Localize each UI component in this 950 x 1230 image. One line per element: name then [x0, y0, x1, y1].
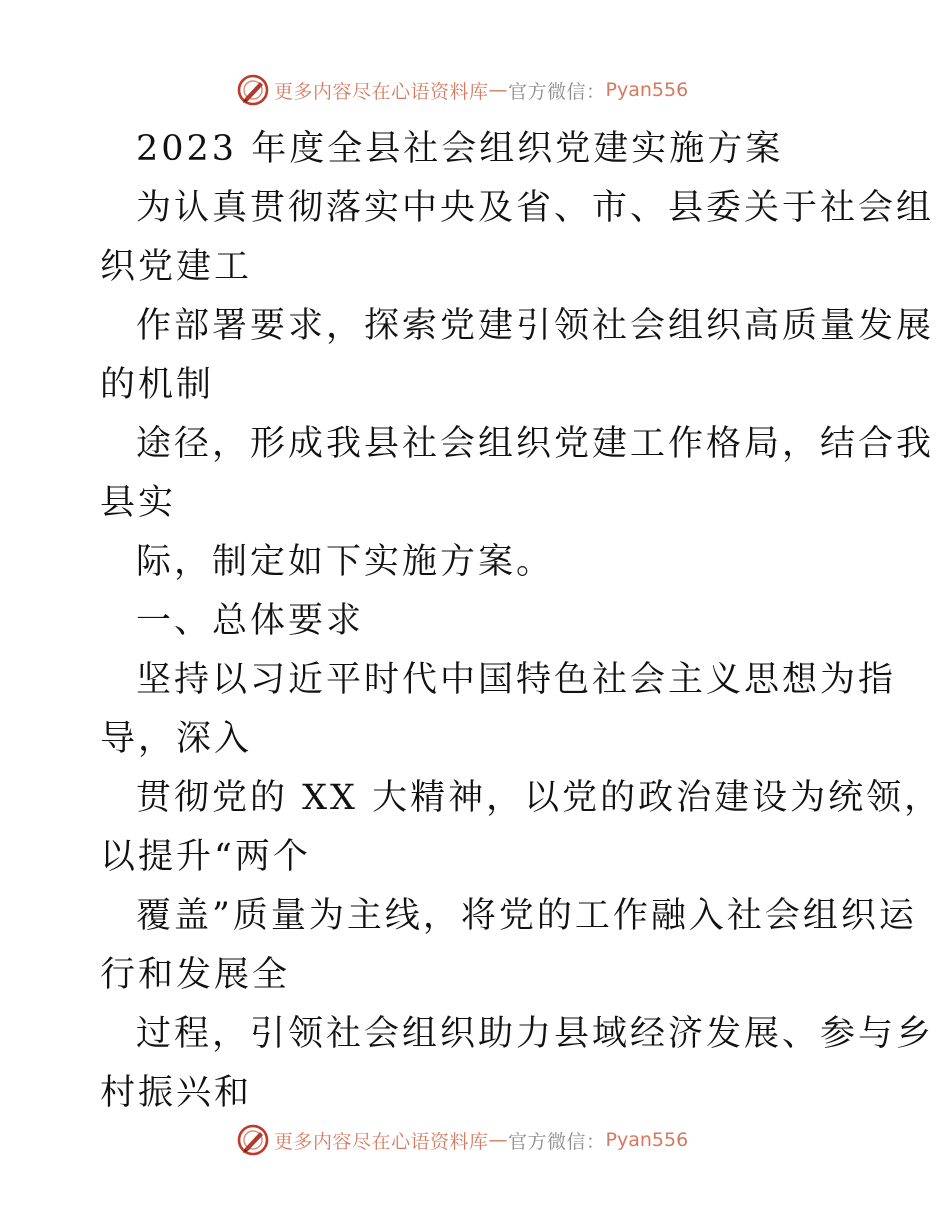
text-line: 行和发展全 — [100, 955, 291, 995]
footer-watermark — [236, 1122, 688, 1158]
header-watermark — [236, 72, 688, 108]
text-line: 途径，形成我县社会组织党建工作格局，结合我 — [136, 424, 935, 464]
document-title: 2023 年度全县社会组织党建实施方案 — [136, 129, 784, 169]
watermark-separator: ： — [586, 1130, 606, 1153]
text-line: 坚持以习近平时代中国特色社会主义思想为指 — [136, 660, 897, 700]
watermark-dash: — — [488, 79, 509, 101]
text-line: 以提升“两个 — [100, 837, 311, 877]
pen-in-circle-logo-icon — [236, 73, 270, 107]
document-body — [100, 120, 943, 1123]
text-line: 导，深入 — [100, 719, 253, 759]
text-line: 覆盖”质量为主线，将党的工作融入社会组织运 — [136, 896, 917, 936]
text-line: 作部署要求，探索党建引领社会组织高质量发展 — [136, 306, 935, 346]
watermark-source-text: 官方微信 — [508, 1130, 587, 1153]
watermark-lead-text: 更多内容尽在心语资料库 — [274, 1130, 489, 1153]
section-heading: 一、总体要求 — [136, 601, 365, 641]
watermark-source-text: 官方微信 — [508, 80, 587, 103]
text-line: 为认真贯彻落实中央及省、市、县委关于社会组 — [136, 188, 935, 228]
watermark-lead-text: 更多内容尽在心语资料库 — [274, 80, 489, 103]
watermark-dash: — — [488, 1129, 509, 1151]
text-line: 村振兴和 — [100, 1073, 253, 1113]
text-line: 织党建工 — [100, 247, 253, 287]
text-line: 的机制 — [100, 365, 215, 405]
text-line: 县实 — [100, 483, 177, 523]
watermark-wechat-id: Pyan556 — [605, 79, 689, 101]
text-line: 过程，引领社会组织助力县域经济发展、参与乡 — [136, 1014, 935, 1054]
text-line: 际，制定如下实施方案。 — [136, 542, 555, 582]
watermark-wechat-id: Pyan556 — [605, 1129, 689, 1151]
watermark-separator: ： — [586, 80, 606, 103]
pen-in-circle-logo-icon — [236, 1123, 270, 1157]
text-line: 贯彻党的 XX 大精神，以党的政治建设为统领， — [136, 778, 943, 818]
